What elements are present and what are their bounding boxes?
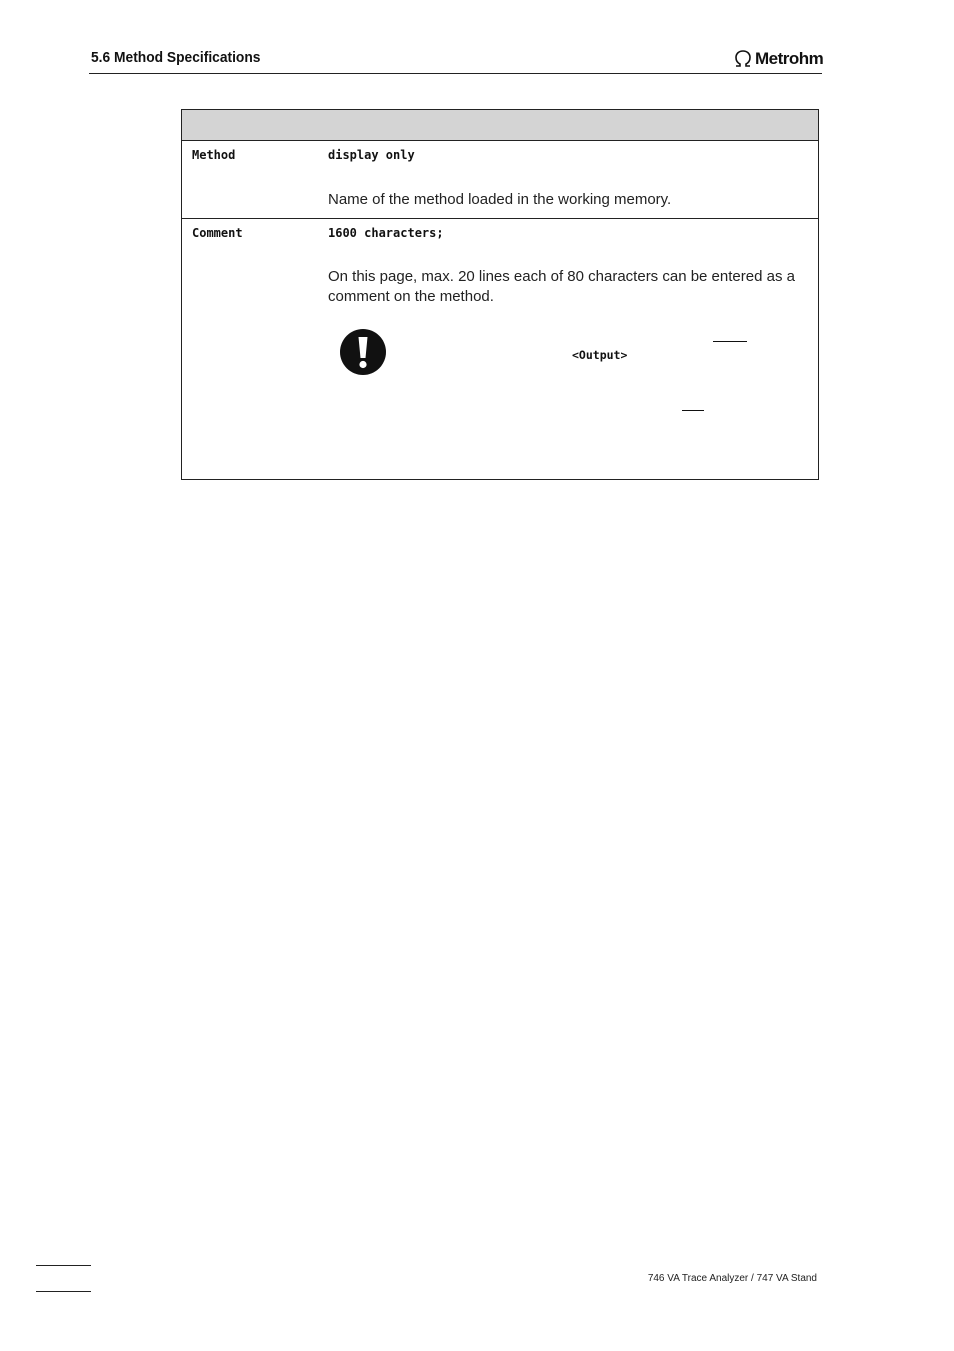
table-header-bar bbox=[182, 110, 818, 141]
output-key: <Output> bbox=[572, 348, 628, 362]
underline-mark bbox=[682, 410, 704, 411]
row-comment-name: Comment bbox=[192, 226, 243, 240]
spec-table bbox=[181, 109, 819, 480]
row-comment-spec: 1600 characters; bbox=[328, 226, 444, 240]
brand-logo bbox=[733, 48, 823, 70]
exclamation-icon bbox=[339, 328, 387, 376]
row-comment-description: On this page, max. 20 lines each of 80 characters can be entered as a comment on the method. bbox=[328, 268, 795, 305]
footer-rule-top bbox=[36, 1265, 91, 1266]
brand-name: Metrohm bbox=[755, 49, 824, 68]
row-method-spec: display only bbox=[328, 148, 415, 162]
omega-icon bbox=[733, 49, 753, 69]
row-divider bbox=[182, 218, 818, 219]
footer-product: 746 VA Trace Analyzer / 747 VA Stand bbox=[647, 1273, 817, 1284]
header-divider bbox=[89, 73, 822, 74]
footer-rule-bottom bbox=[36, 1291, 91, 1292]
row-method-description: Name of the method loaded in the working memory. bbox=[328, 191, 672, 208]
section-title: 5.6 Method Specifications bbox=[91, 49, 261, 66]
underline-mark bbox=[713, 341, 747, 342]
row-method-name: Method bbox=[192, 148, 236, 162]
